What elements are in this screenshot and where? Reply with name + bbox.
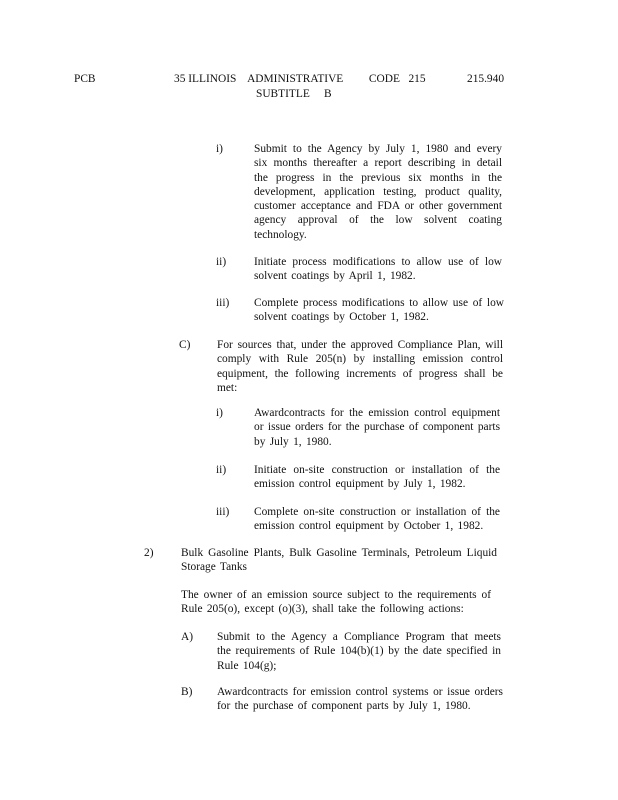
section-intro: The owner of an emission source subject to the requirements of Rule 205(o), except (o)(3), shall take the following actions: xyxy=(181,589,491,616)
header-subtitle: SUBTITLE B xyxy=(256,88,332,100)
subsection-text: Submit to the Agency a Compliance Program that meets the requirements of Rule 104(b)(1) by the date specified in Rule 104(g); xyxy=(217,631,501,672)
item-label: ii) xyxy=(216,464,227,476)
subsection-label: C) xyxy=(179,339,191,351)
section-heading: Bulk Gasoline Plants, Bulk Gasoline Terminals, Petroleum Liquid Storage Tanks xyxy=(181,547,497,574)
header-section-number: 215.940 xyxy=(467,73,505,85)
header-agency: PCB xyxy=(74,73,96,85)
item-text: Complete on-site construction or installation of the emission control equipment by October 1, 1982. xyxy=(254,506,500,533)
section-label: 2) xyxy=(144,547,154,559)
item-label: i) xyxy=(216,143,223,155)
item-label: ii) xyxy=(216,256,227,268)
item-label: iii) xyxy=(216,297,230,309)
item-text: Complete process modifications to allow use of low solvent coatings by October 1, 1982. xyxy=(254,297,504,324)
header-title: 35 ILLINOIS ADMINISTRATIVE CODE 215 xyxy=(174,73,426,85)
subsection-text: Awardcontracts for emission control systems or issue orders for the purchase of component parts by July 1, 1980. xyxy=(217,686,503,713)
item-label: i) xyxy=(216,407,223,419)
subsection-text: For sources that, under the approved Compliance Plan, will comply with Rule 205(n) by installing emission control equipment, the following increments of progress shall be met: xyxy=(217,339,503,394)
item-label: iii) xyxy=(216,506,230,518)
item-text: Initiate on-site construction or installation of the emission control equipment by July 1, 1982. xyxy=(254,464,500,491)
item-text: Awardcontracts for the emission control equipment or issue orders for the purchase of component parts by July 1, 1980. xyxy=(254,407,500,448)
subsection-label: B) xyxy=(181,686,193,698)
item-text: Submit to the Agency by July 1, 1980 and every six months thereafter a report describing in detail the progress in the previous six months in the development, application testing, product quality, customer acceptance and FDA or other government agency approval of the low solvent coating technology. xyxy=(254,143,502,241)
item-text: Initiate process modifications to allow use of low solvent coatings by April 1, 1982. xyxy=(254,256,502,283)
subsection-label: A) xyxy=(181,631,194,643)
